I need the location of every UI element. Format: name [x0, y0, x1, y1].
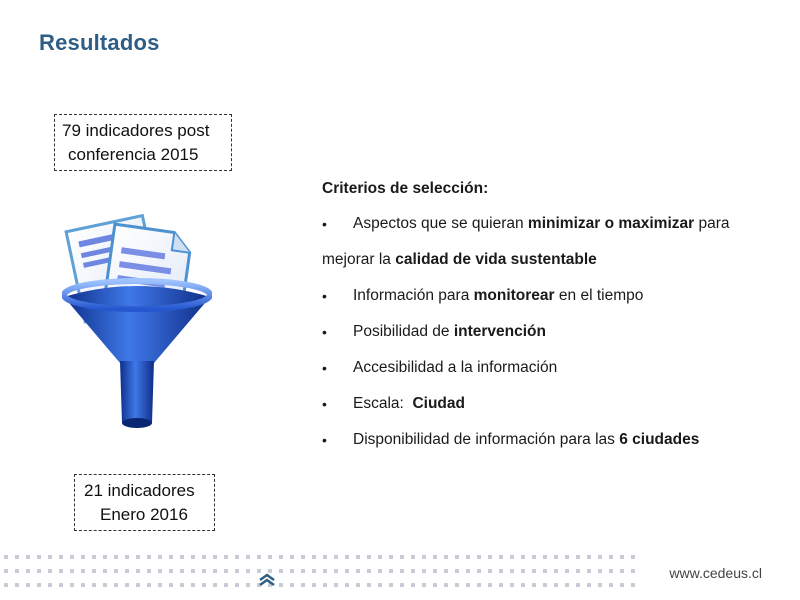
footer-dot [103, 583, 107, 587]
footer-dot [312, 569, 316, 573]
footer-dot [224, 569, 228, 573]
footer-dot [389, 555, 393, 559]
footer-dot [92, 555, 96, 559]
footer-dot [213, 555, 217, 559]
footer-dot [290, 555, 294, 559]
footer-dot [422, 569, 426, 573]
footer-dot [598, 555, 602, 559]
footer-dot [356, 555, 360, 559]
footer-dot [81, 583, 85, 587]
footer-dot [268, 555, 272, 559]
footer-dot [389, 569, 393, 573]
criteria-item-3 [322, 314, 792, 350]
footer-dot [26, 569, 30, 573]
footer-dot [598, 583, 602, 587]
footer-dot [301, 569, 305, 573]
footer-dot [158, 555, 162, 559]
criteria-item-1-bold: minimizar o maximizar [527, 215, 695, 232]
input-indicators-line1: 79 indicadores post [62, 121, 210, 140]
footer-dot [114, 583, 118, 587]
footer-dot [48, 555, 52, 559]
footer-dot [301, 583, 305, 587]
footer-dot [466, 555, 470, 559]
footer-dot [609, 583, 613, 587]
footer-dot [510, 583, 514, 587]
footer-dot [620, 569, 624, 573]
output-indicators-line2: Enero 2016 [100, 505, 188, 524]
footer-dot [92, 583, 96, 587]
selection-criteria [322, 172, 792, 458]
criteria-item-5-text: Escala: [353, 395, 413, 412]
footer-dot [400, 569, 404, 573]
footer-dot [103, 569, 107, 573]
output-indicators-line1: 21 indicadores [84, 481, 195, 500]
footer-dot [169, 583, 173, 587]
footer-dot [279, 569, 283, 573]
criteria-item-1-cont-text: mejorar la [322, 251, 396, 268]
footer-dot [246, 583, 250, 587]
footer-dot [367, 583, 371, 587]
footer-dot [136, 583, 140, 587]
criteria-item-6-text: Disponibilidad de información para las [353, 431, 620, 448]
footer-dot [147, 583, 151, 587]
criteria-item-1-text: Aspectos que se quieran [353, 215, 528, 232]
footer-url: www.cedeus.cl [669, 565, 762, 581]
footer-dot [466, 569, 470, 573]
footer-dot [114, 569, 118, 573]
footer-dot [15, 569, 19, 573]
footer-dot [422, 583, 426, 587]
footer-dot [378, 583, 382, 587]
footer-dot [345, 555, 349, 559]
criteria-item-2 [322, 278, 792, 314]
criteria-item-4-text: Accesibilidad a la información [353, 359, 558, 376]
footer-dot [576, 555, 580, 559]
footer-dot [598, 569, 602, 573]
footer-dot [290, 569, 294, 573]
footer-dot [191, 569, 195, 573]
footer-dot [444, 583, 448, 587]
footer-dot [312, 583, 316, 587]
criteria-item-2-bold: monitorear [473, 287, 555, 304]
footer-dot [631, 569, 635, 573]
footer-dot [499, 583, 503, 587]
footer-dot [499, 555, 503, 559]
footer-dot [620, 555, 624, 559]
footer-dot [433, 583, 437, 587]
criteria-item-2-text-end: en el tiempo [554, 287, 644, 304]
footer-dot [444, 555, 448, 559]
footer-dot [587, 583, 591, 587]
footer-dot [488, 569, 492, 573]
footer-dot [433, 555, 437, 559]
footer-dot [323, 583, 327, 587]
footer-dot [59, 583, 63, 587]
footer-dot [70, 569, 74, 573]
footer-dot [411, 569, 415, 573]
footer-dot [521, 583, 525, 587]
footer-dot [301, 555, 305, 559]
footer-dot [565, 555, 569, 559]
footer-dot [125, 569, 129, 573]
footer-dot [235, 555, 239, 559]
input-indicators-box [54, 114, 232, 171]
footer-dot [565, 583, 569, 587]
footer-dot [576, 583, 580, 587]
footer-dot [631, 555, 635, 559]
footer-dot [367, 569, 371, 573]
footer-dot [136, 569, 140, 573]
footer-dot [37, 569, 41, 573]
criteria-item-1-cont-bold: calidad de vida sustentable [395, 251, 597, 268]
criteria-item-5 [322, 386, 792, 422]
footer-dot [411, 555, 415, 559]
criteria-heading: Criterios de selección: [322, 180, 489, 197]
footer-dot [202, 583, 206, 587]
footer-dot [609, 555, 613, 559]
footer-dot [422, 555, 426, 559]
footer-dot [15, 583, 19, 587]
footer-dot [521, 555, 525, 559]
footer-dot [400, 555, 404, 559]
footer-dot [334, 555, 338, 559]
footer-dot [499, 569, 503, 573]
footer-dot [191, 583, 195, 587]
footer-dot [400, 583, 404, 587]
footer-dot [257, 555, 261, 559]
footer-dot [455, 583, 459, 587]
footer-dot [81, 555, 85, 559]
footer-dot [59, 555, 63, 559]
footer-dot [81, 569, 85, 573]
footer-dot [290, 583, 294, 587]
footer-dot [323, 569, 327, 573]
footer-dot [235, 569, 239, 573]
footer-dot [554, 555, 558, 559]
footer-dot [345, 569, 349, 573]
footer-dot [444, 569, 448, 573]
footer-dot [378, 555, 382, 559]
criteria-item-1-text-end: para [694, 215, 730, 232]
footer-dot [510, 569, 514, 573]
footer-dot [180, 569, 184, 573]
footer-dot [356, 583, 360, 587]
footer-dot [477, 555, 481, 559]
footer-dot [543, 583, 547, 587]
footer-dot [455, 569, 459, 573]
footer-dot [554, 569, 558, 573]
footer-dot [147, 569, 151, 573]
footer-dot [367, 555, 371, 559]
criteria-item-1 [322, 206, 792, 242]
footer-dot [554, 583, 558, 587]
funnel-document-icon [62, 205, 212, 450]
footer-dot [565, 569, 569, 573]
footer-dot [279, 583, 283, 587]
footer-dot [246, 569, 250, 573]
criteria-item-4 [322, 350, 792, 386]
footer-dot [37, 555, 41, 559]
footer-dot [4, 569, 8, 573]
footer-dot [378, 569, 382, 573]
footer-dot [70, 555, 74, 559]
footer-dot [180, 555, 184, 559]
footer-dot [334, 583, 338, 587]
footer-dot [158, 569, 162, 573]
footer-dot [587, 569, 591, 573]
footer-dot [202, 569, 206, 573]
footer-dot [224, 583, 228, 587]
footer-dot [224, 555, 228, 559]
footer-dot [15, 555, 19, 559]
footer-dot [169, 569, 173, 573]
footer-dot [532, 569, 536, 573]
footer-dot [543, 555, 547, 559]
footer-dot [125, 583, 129, 587]
footer-dot [103, 555, 107, 559]
footer-dot [26, 555, 30, 559]
footer-dot [477, 583, 481, 587]
footer-dot [488, 583, 492, 587]
footer-dot [576, 569, 580, 573]
footer-dot [4, 555, 8, 559]
footer-dot [147, 555, 151, 559]
footer-dot [521, 569, 525, 573]
footer-dot [345, 583, 349, 587]
criteria-item-6-bold: 6 ciudades [619, 431, 700, 448]
footer-dot [312, 555, 316, 559]
footer-dot [191, 555, 195, 559]
footer-dot [631, 583, 635, 587]
footer-dot [4, 583, 8, 587]
footer-dot [92, 569, 96, 573]
criteria-item-5-bold: Ciudad [412, 395, 465, 412]
footer-dot [532, 583, 536, 587]
footer-dot [235, 583, 239, 587]
footer-dot [136, 555, 140, 559]
footer-dot [246, 555, 250, 559]
footer-dot [587, 555, 591, 559]
slide-title: Resultados [39, 30, 160, 55]
footer-dot [532, 555, 536, 559]
footer-dot [70, 583, 74, 587]
criteria-item-3-text: Posibilidad de [353, 323, 454, 340]
footer-dot [48, 583, 52, 587]
footer-dot [213, 583, 217, 587]
criteria-item-2-text: Información para [353, 287, 474, 304]
footer-dot [37, 583, 41, 587]
footer-dot [279, 555, 283, 559]
footer-dot [26, 583, 30, 587]
input-indicators-line2: conferencia 2015 [68, 145, 199, 164]
footer-dot [356, 569, 360, 573]
footer-dot [158, 583, 162, 587]
footer-dot [466, 583, 470, 587]
footer-dot [125, 555, 129, 559]
footer-dot [620, 583, 624, 587]
footer-dot [48, 569, 52, 573]
footer-dot [609, 569, 613, 573]
footer-dot [213, 569, 217, 573]
footer-dot [433, 569, 437, 573]
footer-dot [389, 583, 393, 587]
footer-dot [477, 569, 481, 573]
footer-dot [114, 555, 118, 559]
chevron-up-icon [255, 573, 279, 587]
footer-dot [488, 555, 492, 559]
criteria-item-1-continuation [322, 242, 792, 278]
footer-dot [202, 555, 206, 559]
footer-dot [59, 569, 63, 573]
footer-dot [455, 555, 459, 559]
output-indicators-box [74, 474, 215, 531]
footer-dot [334, 569, 338, 573]
footer-dot [543, 569, 547, 573]
footer-dot [180, 583, 184, 587]
footer-dot [510, 555, 514, 559]
footer-dot [169, 555, 173, 559]
criteria-item-3-bold: intervención [453, 323, 546, 340]
footer-dot [411, 583, 415, 587]
footer-dot [323, 555, 327, 559]
criteria-item-6 [322, 422, 792, 458]
